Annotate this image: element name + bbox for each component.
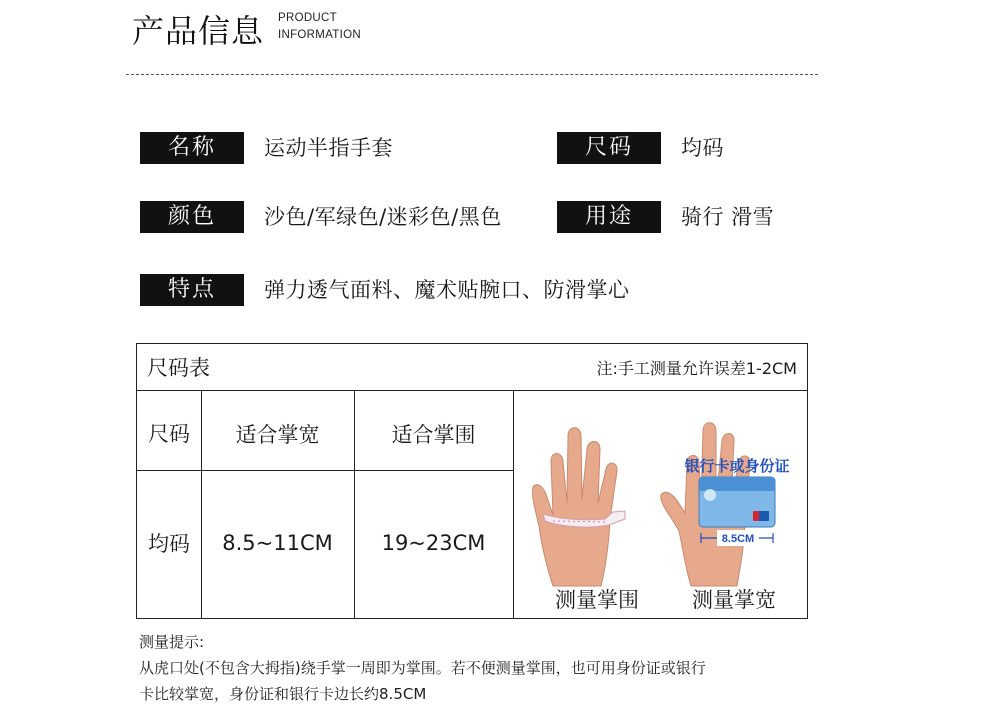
size-table — [136, 343, 808, 619]
tips-title: 测量提示: — [139, 633, 205, 651]
spec-label-usage: 用途 — [557, 201, 661, 233]
spec-value-color: 沙色/军绿色/迷彩色/黑色 — [264, 205, 502, 229]
spec-label-size: 尺码 — [557, 132, 661, 164]
tips-line-1: 从虎口处(不包含大拇指)绕手掌一周即为掌围。若不便测量掌围，也可用身份证或银行 — [139, 659, 706, 677]
table-rule-mid — [137, 470, 513, 471]
size-table-note: 注:手工测量允许误差1-2CM — [596, 359, 797, 378]
tips-line-2: 卡比较掌宽，身份证和银行卡边长约8.5CM — [139, 685, 427, 703]
table-cell-palm-width: 8.5~11CM — [222, 531, 333, 555]
size-table-title: 尺码表 — [147, 356, 210, 380]
spec-value-feature: 弹力透气面料、魔术贴腕口、防滑掌心 — [264, 278, 630, 302]
page-subtitle — [278, 10, 361, 44]
right-hand-illustration — [661, 423, 775, 586]
table-cell-palm-girth: 19~23CM — [381, 531, 486, 555]
caption-palm-width: 测量掌宽 — [692, 588, 776, 612]
left-hand-illustration — [532, 428, 625, 586]
caption-palm-girth: 测量掌围 — [555, 588, 639, 612]
card-measure-label: 8.5CM — [721, 533, 755, 545]
page-title: 产品信息 — [132, 12, 265, 50]
spec-value-usage: 骑行 滑雪 — [681, 205, 775, 229]
table-header-palm-width: 适合掌宽 — [235, 423, 320, 447]
spec-label-name: 名称 — [140, 132, 244, 164]
table-header-size: 尺码 — [148, 422, 190, 446]
table-header-palm-girth: 适合掌围 — [391, 423, 476, 447]
dashed-divider — [126, 74, 818, 75]
spec-value-name: 运动半指手套 — [264, 136, 393, 160]
card-label: 银行卡或身份证 — [684, 457, 790, 475]
table-cell-size: 均码 — [148, 532, 190, 556]
spec-value-size: 均码 — [681, 136, 724, 160]
spec-label-color: 颜色 — [140, 201, 244, 233]
spec-label-feature: 特点 — [140, 274, 244, 306]
subtitle-line-2: INFORMATION — [278, 29, 361, 41]
subtitle-line-1: PRODUCT — [278, 12, 337, 24]
